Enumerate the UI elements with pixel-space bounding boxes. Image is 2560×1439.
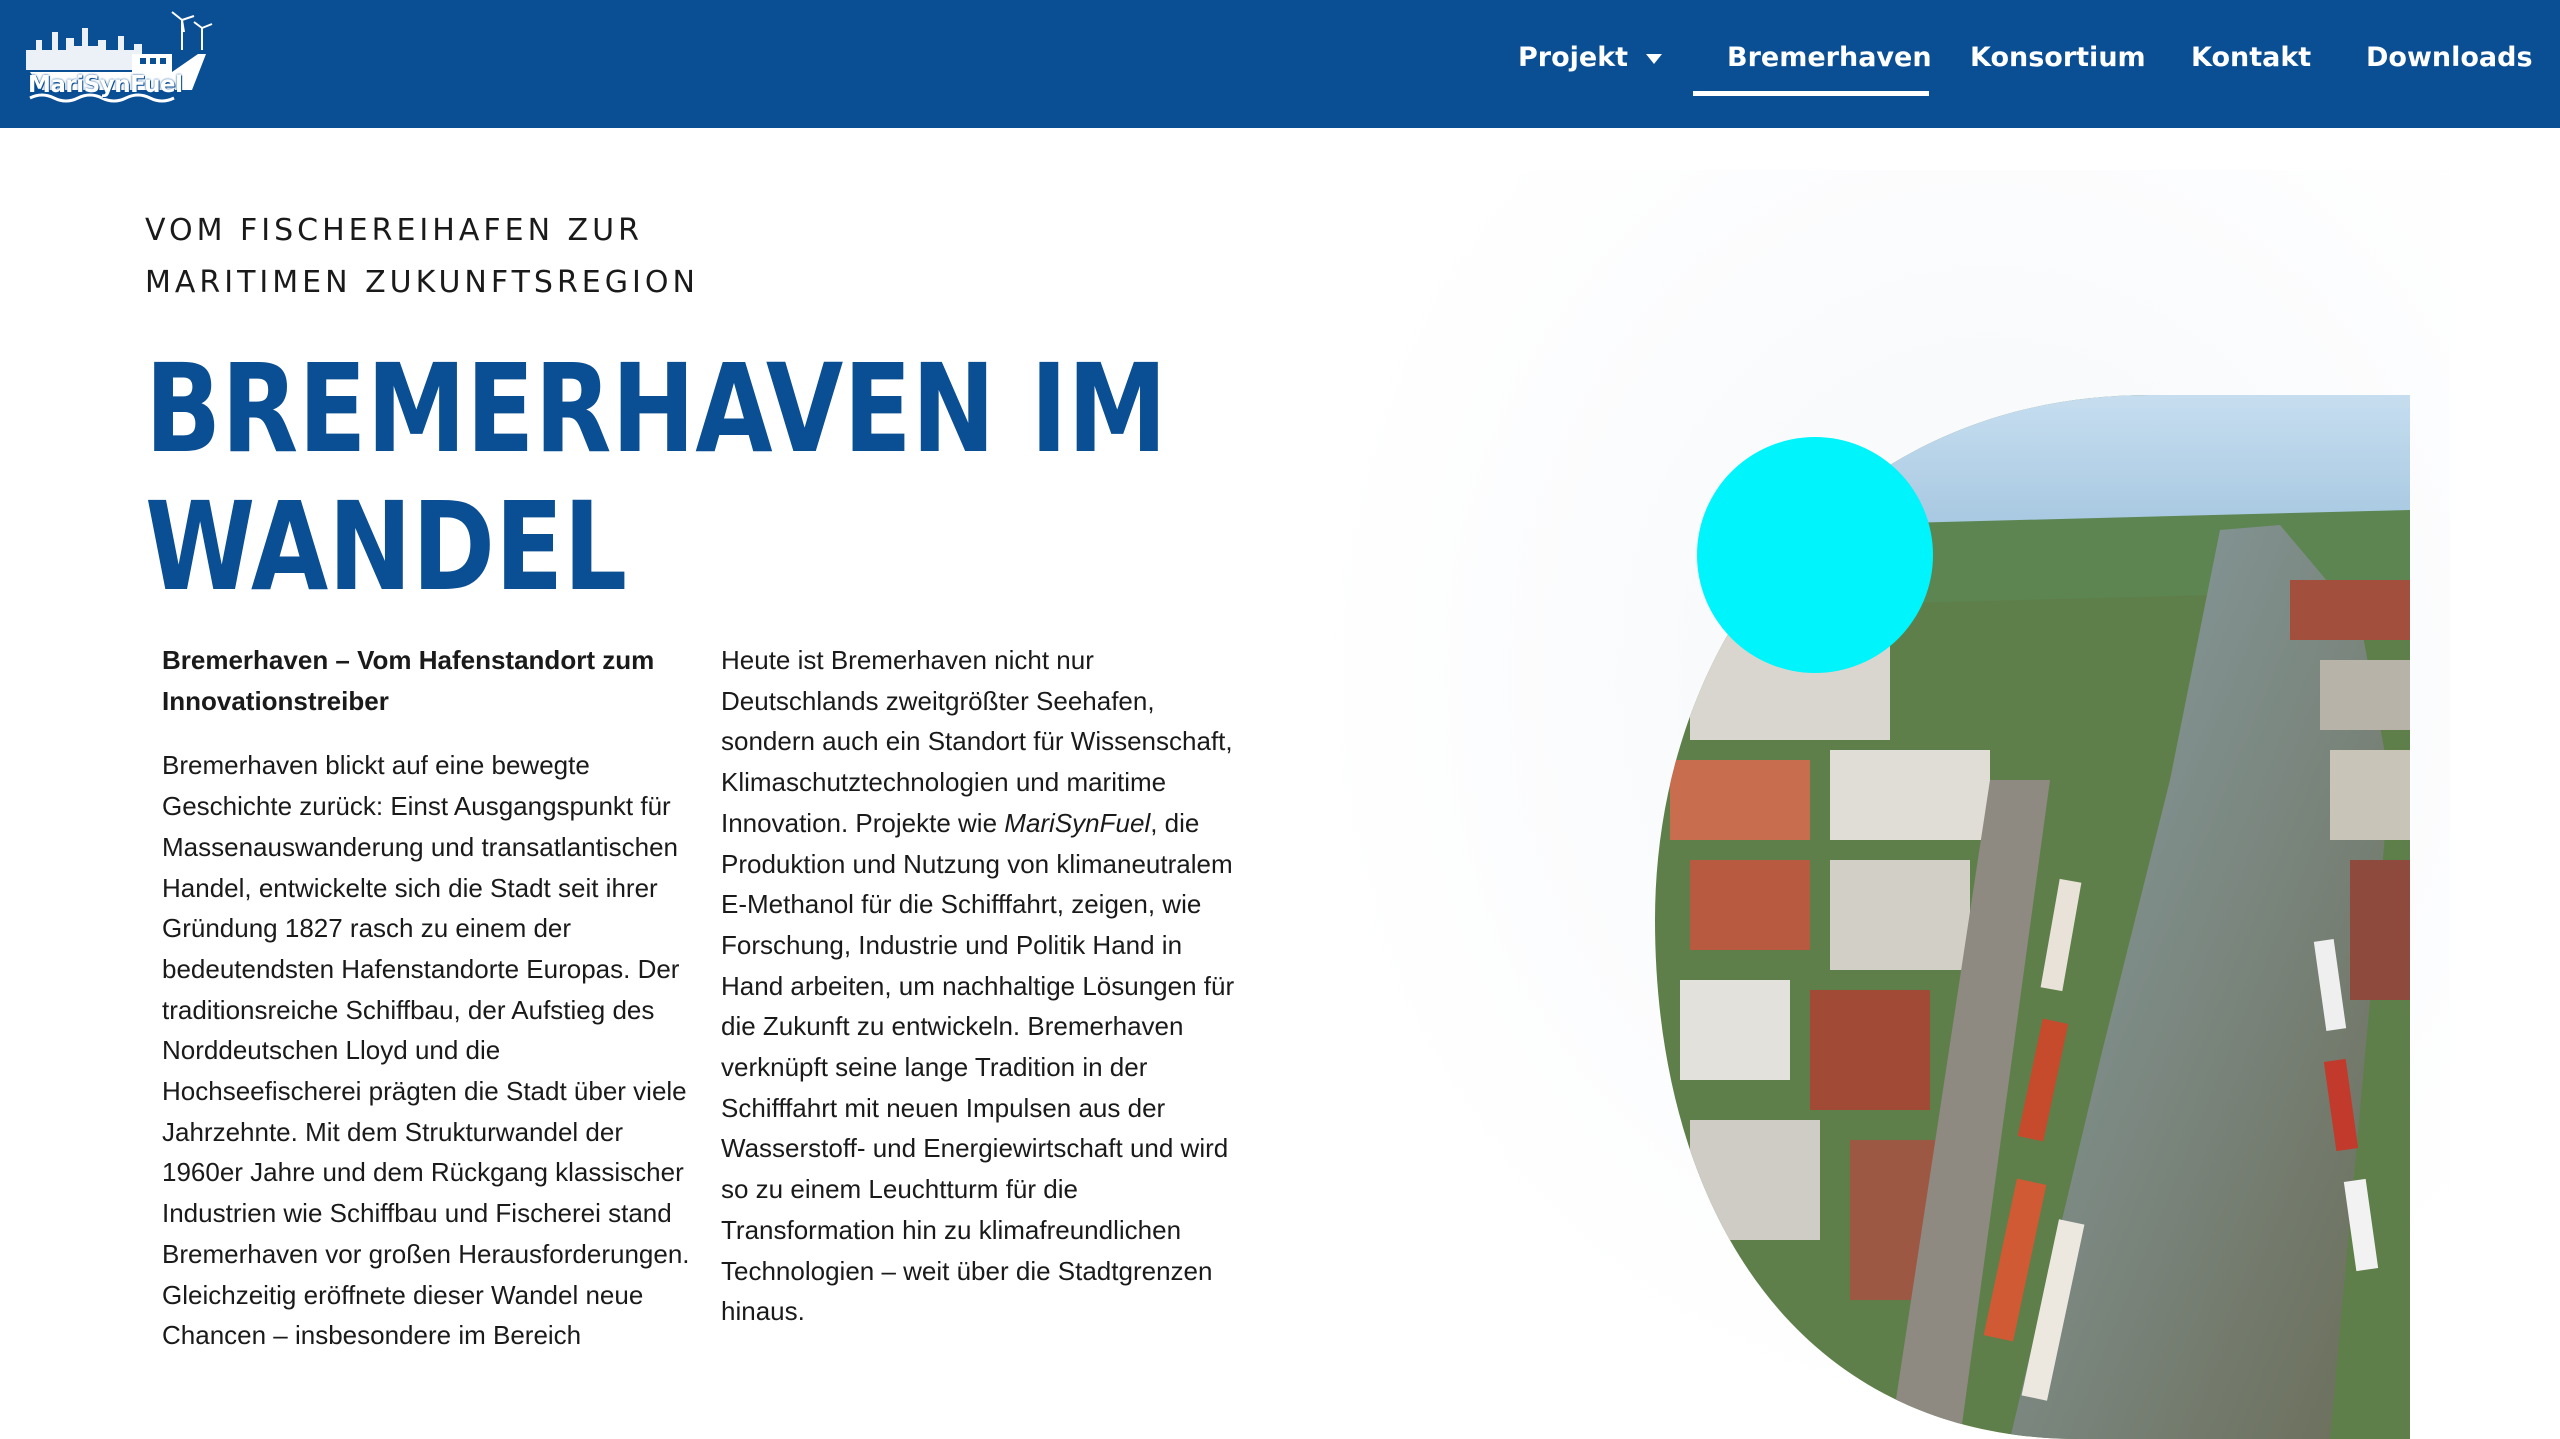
nav-label-konsortium: Konsortium (1970, 42, 2146, 73)
title-line-2: WANDEL (145, 476, 628, 618)
article-column-2 (721, 640, 1249, 1332)
top-navigation-bar (0, 0, 2560, 128)
article-paragraph-1: Bremerhaven blickt auf eine bewegte Geschichte zurück: Einst Ausgangspunkt für Massenauswanderung und transatlantischen Handel, entwickelte sich die Stadt seit ihrer Gründung 1827 rasch zu einem der bedeutendsten Hafenstandorte Europas. Der traditionsreiche Schiffbau, der Aufstieg des Norddeutschen Lloyd und die Hochseefischerei prägten die Stadt über viele Jahrzehnte. Mit dem Strukturwandel der 1960er Jahre und dem Rückgang klassischer Industrien wie Schiffbau und Fischerei stand Bremerhaven vor großen Herausforderungen. Gleichzeitig eröffnete dieser Wandel neue Chancen – insbesondere im Bereich (162, 750, 690, 1351)
nav-label-downloads: Downloads (2366, 42, 2533, 73)
nav-item-kontakt[interactable] (2191, 36, 2311, 80)
nav-label-kontakt: Kontakt (2191, 42, 2312, 73)
nav-label-projekt: Projekt (1518, 42, 1629, 73)
nav-label-bremerhaven: Bremerhaven (1727, 42, 1932, 73)
eyebrow-line-2: MARITIMEN ZUKUNFTSREGION (145, 265, 699, 300)
eyebrow-line-1: VOM FISCHEREIHAFEN ZUR (145, 213, 643, 248)
nav-item-downloads[interactable] (2366, 36, 2533, 80)
nav-item-konsortium[interactable] (1970, 36, 2146, 80)
hero-eyebrow (145, 205, 785, 309)
accent-circle (1697, 437, 1933, 673)
logo-wordmark: MariSynFuel (28, 72, 183, 98)
nav-item-bremerhaven[interactable] (1727, 36, 1932, 80)
paragraph-2-part-1: Heute ist Bremerhaven nicht nur Deutschlands zweitgrößter Seehafen, sondern auch ein Standort für Wissenschaft, Klimaschutztechnologien und maritime Innovation. Projekte wie (721, 645, 1233, 838)
article-subheading: Bremerhaven – Vom Hafenstandort zum Innovationstreiber (162, 645, 655, 716)
marisynfuel-logo[interactable] (22, 10, 214, 110)
article-column-1 (162, 640, 690, 1356)
paragraph-2-part-2: , die Produktion und Nutzung von klimaneutralem E-Methanol für die Schifffahrt, zeigen, wie Forschung, Industrie und Politik Hand in Hand arbeiten, um nachhaltige Lösungen für die Zukunft zu entwickeln. Bremerhaven verknüpft seine lange Tradition in der Schifffahrt mit neuen Impulsen aus der Wasserstoff- und Energiewirtschaft und wird so zu einem Leuchtturm für die Transformation hin zu klimafreundlichen Technologien – weit über die Stadtgrenzen hinaus. (721, 807, 1235, 1327)
active-nav-indicator (1693, 91, 1929, 96)
article-paragraph-2 (721, 640, 1249, 1332)
title-line-1: BREMERHAVEN IM (145, 338, 1168, 480)
caret-down-icon (1646, 54, 1662, 64)
project-name-italic: MariSynFuel (1004, 807, 1151, 838)
page-title (145, 338, 1168, 618)
nav-item-projekt[interactable] (1518, 36, 1662, 80)
